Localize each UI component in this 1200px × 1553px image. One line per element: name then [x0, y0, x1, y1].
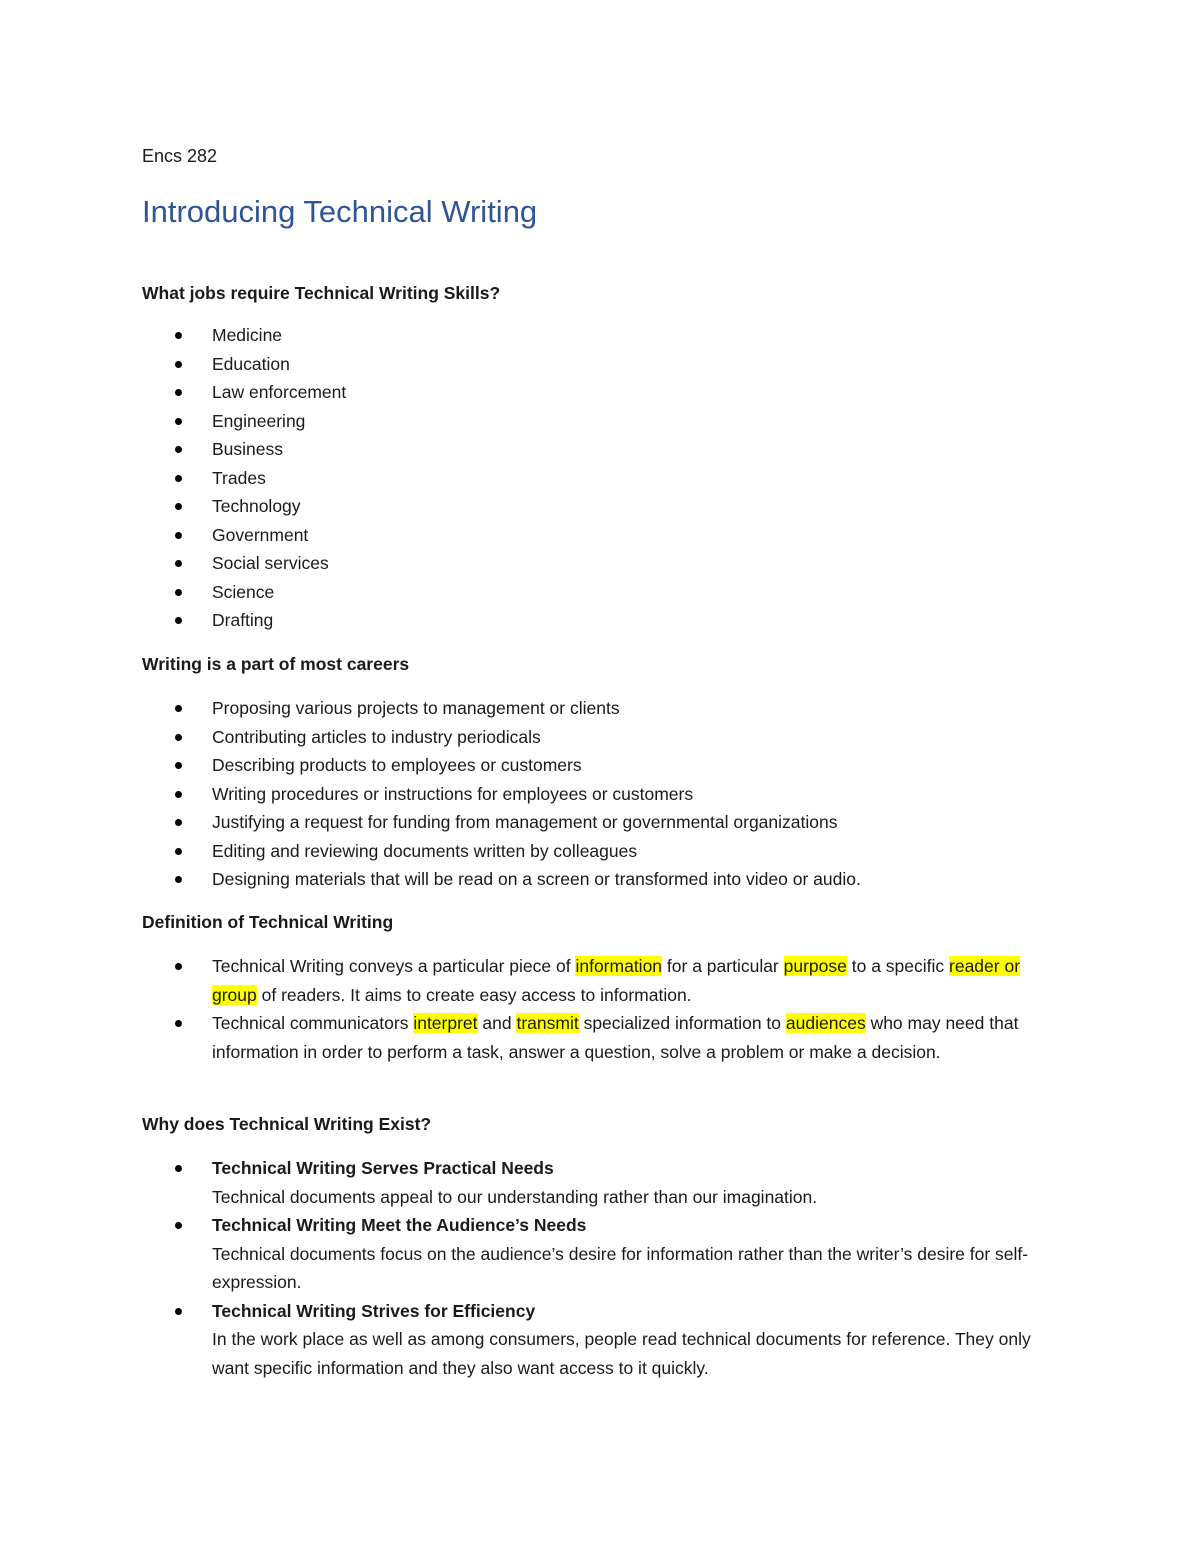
bullet-icon — [175, 848, 182, 855]
list-item: Writing procedures or instructions for employees or customers — [142, 780, 1062, 809]
list-item: Editing and reviewing documents written by colleagues — [142, 837, 1062, 866]
highlight-text: audiences — [785, 1013, 866, 1033]
course-code: Encs 282 — [142, 146, 218, 166]
highlight-text: reader or group — [212, 956, 1021, 1005]
list-item: Science — [142, 578, 1062, 607]
bullet-icon — [175, 617, 182, 624]
bullet-icon — [175, 1020, 182, 1027]
list-item: Technical Writing conveys a particular piece of information for a particular purpose to a specific reader or group of readers. It aims to create easy access to information. — [142, 952, 1062, 1009]
list-item: Business — [142, 435, 1062, 464]
section-heading-jobs: What jobs require Technical Writing Skills? — [142, 283, 501, 303]
definition-list — [142, 952, 1062, 1066]
bullet-icon — [175, 705, 182, 712]
list-item: Designing materials that will be read on a screen or transformed into video or audio. — [142, 865, 1062, 894]
bullet-icon — [175, 389, 182, 396]
bullet-icon — [175, 1165, 182, 1172]
bullet-icon — [175, 560, 182, 567]
item-title: Technical Writing Meet the Audience’s Needs — [212, 1215, 587, 1235]
why-list — [142, 1154, 1062, 1382]
list-item: Law enforcement — [142, 378, 1062, 407]
highlight-text: purpose — [783, 956, 847, 976]
item-title: Technical Writing Serves Practical Needs — [212, 1158, 554, 1178]
bullet-icon — [175, 446, 182, 453]
list-item — [142, 1154, 1062, 1211]
careers-list — [142, 694, 1062, 894]
list-item: Social services — [142, 549, 1062, 578]
list-item: Engineering — [142, 407, 1062, 436]
list-item: Proposing various projects to management or clients — [142, 694, 1062, 723]
bullet-icon — [175, 475, 182, 482]
list-item: Drafting — [142, 606, 1062, 635]
list-item: Education — [142, 350, 1062, 379]
bullet-icon — [175, 1308, 182, 1315]
bullet-icon — [175, 418, 182, 425]
bullet-icon — [175, 876, 182, 883]
section-heading-careers: Writing is a part of most careers — [142, 654, 410, 674]
bullet-icon — [175, 361, 182, 368]
bullet-icon — [175, 819, 182, 826]
bullet-icon — [175, 762, 182, 769]
list-item: Justifying a request for funding from management or governmental organizations — [142, 808, 1062, 837]
list-item: Government — [142, 521, 1062, 550]
bullet-icon — [175, 963, 182, 970]
highlight-text: information — [575, 956, 663, 976]
bullet-icon — [175, 332, 182, 339]
list-item: Medicine — [142, 321, 1062, 350]
section-heading-definition: Definition of Technical Writing — [142, 912, 394, 932]
item-description: In the work place as well as among consumers, people read technical documents for reference. They only want specific information and they also want access to it quickly. — [212, 1329, 1031, 1378]
list-item — [142, 1211, 1062, 1297]
bullet-icon — [175, 734, 182, 741]
list-item — [142, 1297, 1062, 1383]
bullet-icon — [175, 589, 182, 596]
item-description: Technical documents appeal to our understanding rather than our imagination. — [212, 1186, 818, 1207]
bullet-icon — [175, 791, 182, 798]
section-heading-why: Why does Technical Writing Exist? — [142, 1114, 432, 1134]
highlight-text: transmit — [516, 1013, 579, 1033]
item-title: Technical Writing Strives for Efficiency — [212, 1300, 536, 1321]
list-item: Describing products to employees or customers — [142, 751, 1062, 780]
item-description: Technical documents focus on the audience’s desire for information rather than the writer’s desire for self-expression. — [212, 1243, 1029, 1292]
list-item: Technology — [142, 492, 1062, 521]
bullet-icon — [175, 1222, 182, 1229]
list-item: Contributing articles to industry periodicals — [142, 723, 1062, 752]
jobs-list — [142, 321, 1062, 635]
document-title: Introducing Technical Writing — [142, 194, 538, 229]
bullet-icon — [175, 503, 182, 510]
highlight-text: interpret — [413, 1013, 478, 1033]
bullet-icon — [175, 532, 182, 539]
list-item: Trades — [142, 464, 1062, 493]
list-item: Technical communicators interpret and transmit specialized information to audiences who may need that information in order to perform a task, answer a question, solve a problem or make a decision. — [142, 1009, 1062, 1066]
